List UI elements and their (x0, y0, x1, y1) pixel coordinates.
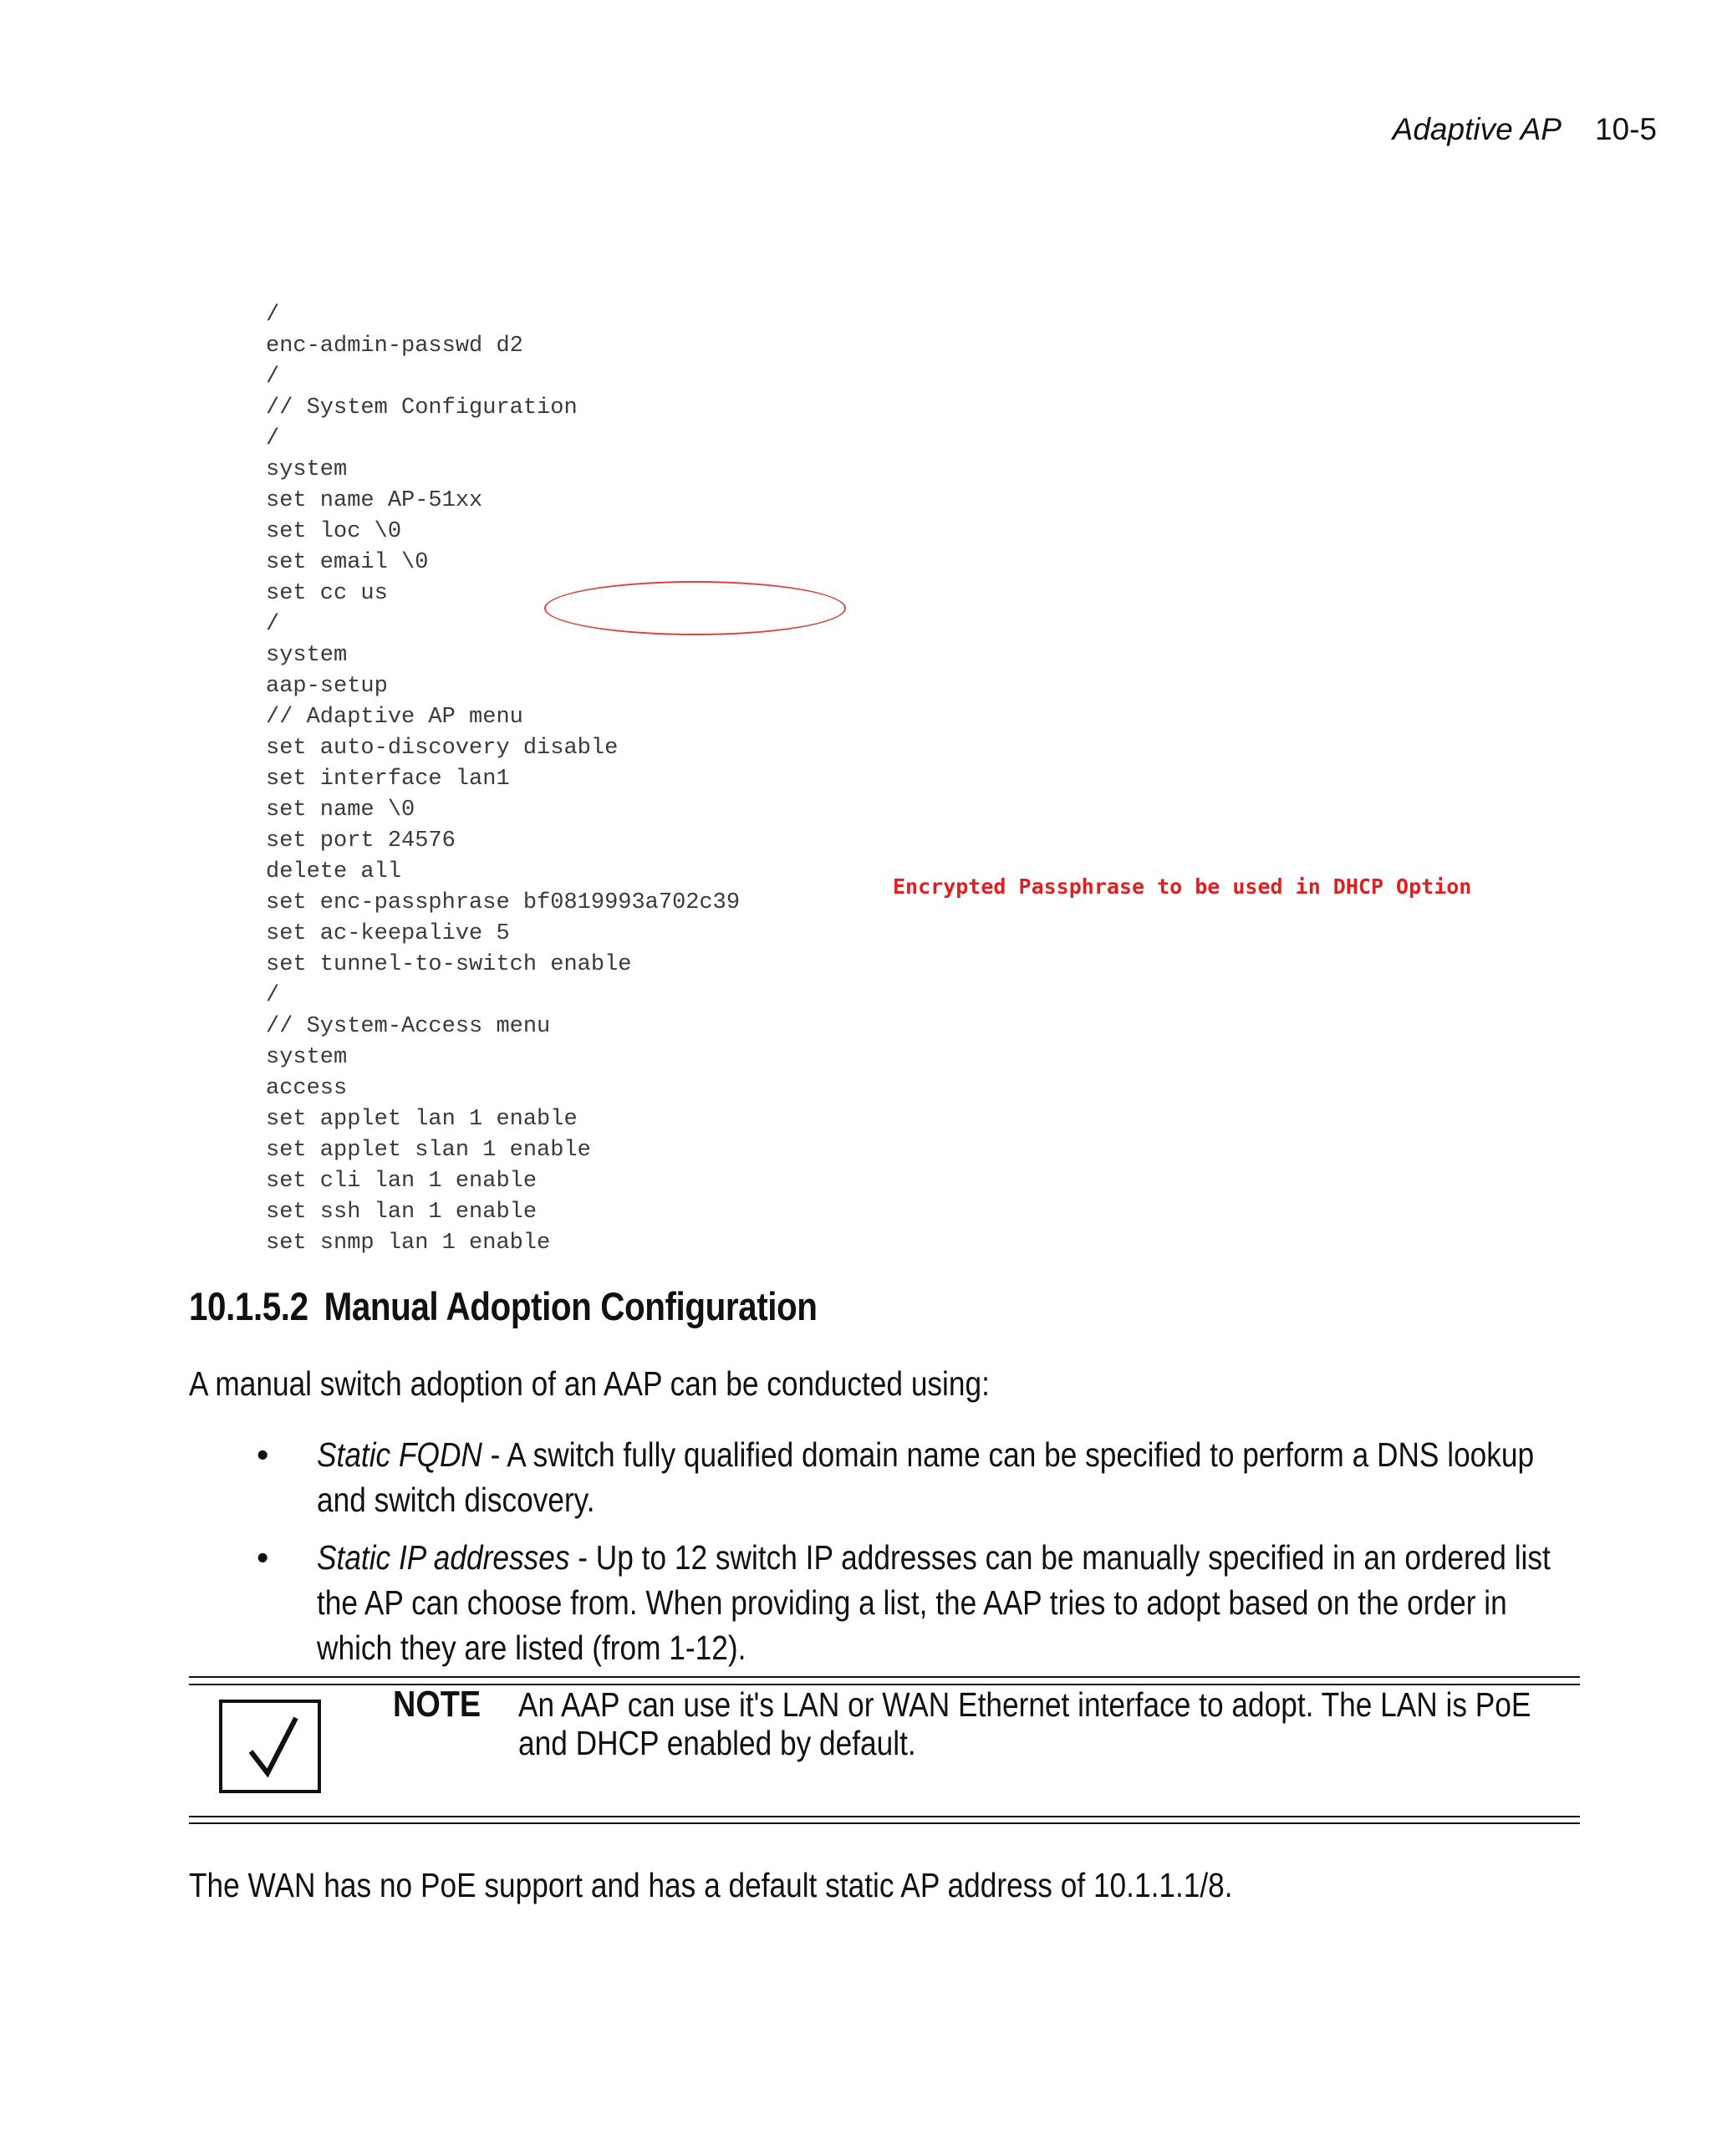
code-line: delete all (266, 859, 402, 884)
code-line: // Adaptive AP menu (266, 705, 523, 730)
bullet-marker: • (257, 1538, 269, 1577)
code-line: set port 24576 (266, 828, 456, 854)
code-line: set tunnel-to-switch enable (266, 952, 632, 977)
code-line: set applet slan 1 enable (266, 1138, 591, 1163)
bullet-term: Static IP addresses (317, 1538, 570, 1577)
bullet-marker: • (257, 1435, 269, 1474)
code-line: set enc-passphrase bf0819993a702c39 (266, 890, 741, 915)
bullet-static-fqdn (317, 1432, 1575, 1522)
section-number: 10.1.5.2 (189, 1284, 308, 1328)
code-line: set name \0 (266, 798, 415, 823)
passphrase-annotation: Encrypted Passphrase to be used in DHCP Option (893, 874, 1472, 899)
code-line: system (266, 643, 348, 668)
code-line: // System Configuration (266, 395, 578, 420)
section-intro: A manual switch adoption of an AAP can be conducted using: (189, 1364, 990, 1403)
code-line: set name AP-51xx (266, 488, 483, 513)
code-line: / (266, 364, 280, 390)
code-line: aap-setup (266, 674, 388, 699)
bullet-static-ip (317, 1535, 1575, 1670)
code-line: system (266, 1045, 348, 1070)
passphrase-highlight-ellipse (544, 581, 846, 635)
code-line: set auto-discovery disable (266, 736, 619, 761)
note-bottom-rule (189, 1816, 1580, 1817)
code-line: set interface lan1 (266, 767, 510, 792)
note-top-rule (189, 1676, 1580, 1678)
code-line: set ssh lan 1 enable (266, 1200, 538, 1225)
code-line: enc-admin-passwd d2 (266, 334, 523, 359)
section-heading (189, 1283, 818, 1329)
checkmark-icon (222, 1703, 318, 1790)
closing-paragraph: The WAN has no PoE support and has a default static AP address of 10.1.1.1/8. (189, 1866, 1233, 1904)
code-line: / (266, 303, 280, 328)
note-bottom-rule-inner (189, 1822, 1580, 1824)
code-line: access (266, 1076, 348, 1101)
code-line: / (266, 612, 280, 637)
bullet-description: - Up to 12 switch IP addresses can be manually specified in an ordered list the AP can choose from. When providing a list, the AAP tries to adopt based on the order in which they are listed (from 1-12). (317, 1538, 1551, 1667)
code-line: / (266, 983, 280, 1008)
header-page-number: 10-5 (1594, 112, 1657, 146)
bullet-term: Static FQDN (317, 1435, 482, 1474)
code-line: / (266, 426, 280, 451)
header-section-title: Adaptive AP (1392, 112, 1562, 146)
code-line: system (266, 457, 348, 482)
note-label: NOTE (393, 1684, 482, 1725)
code-line: set cc us (266, 581, 388, 606)
code-line: set cli lan 1 enable (266, 1169, 538, 1194)
code-line: // System-Access menu (266, 1014, 551, 1039)
code-line: set loc \0 (266, 519, 402, 544)
section-title: Manual Adoption Configuration (324, 1284, 818, 1328)
note-text: An AAP can use it's LAN or WAN Ethernet interface to adopt. The LAN is PoE and DHCP enabled by default. (518, 1685, 1531, 1762)
page-header (1393, 112, 1657, 147)
code-line: set applet lan 1 enable (266, 1107, 578, 1132)
config-code-listing (266, 300, 1503, 1259)
code-line: set email \0 (266, 550, 429, 575)
bullet-description: - A switch fully qualified domain name can be specified to perform a DNS lookup and switch discovery. (317, 1435, 1535, 1519)
code-line: set snmp lan 1 enable (266, 1231, 551, 1256)
checkmark-box-icon (219, 1700, 321, 1793)
code-line: set ac-keepalive 5 (266, 921, 510, 946)
